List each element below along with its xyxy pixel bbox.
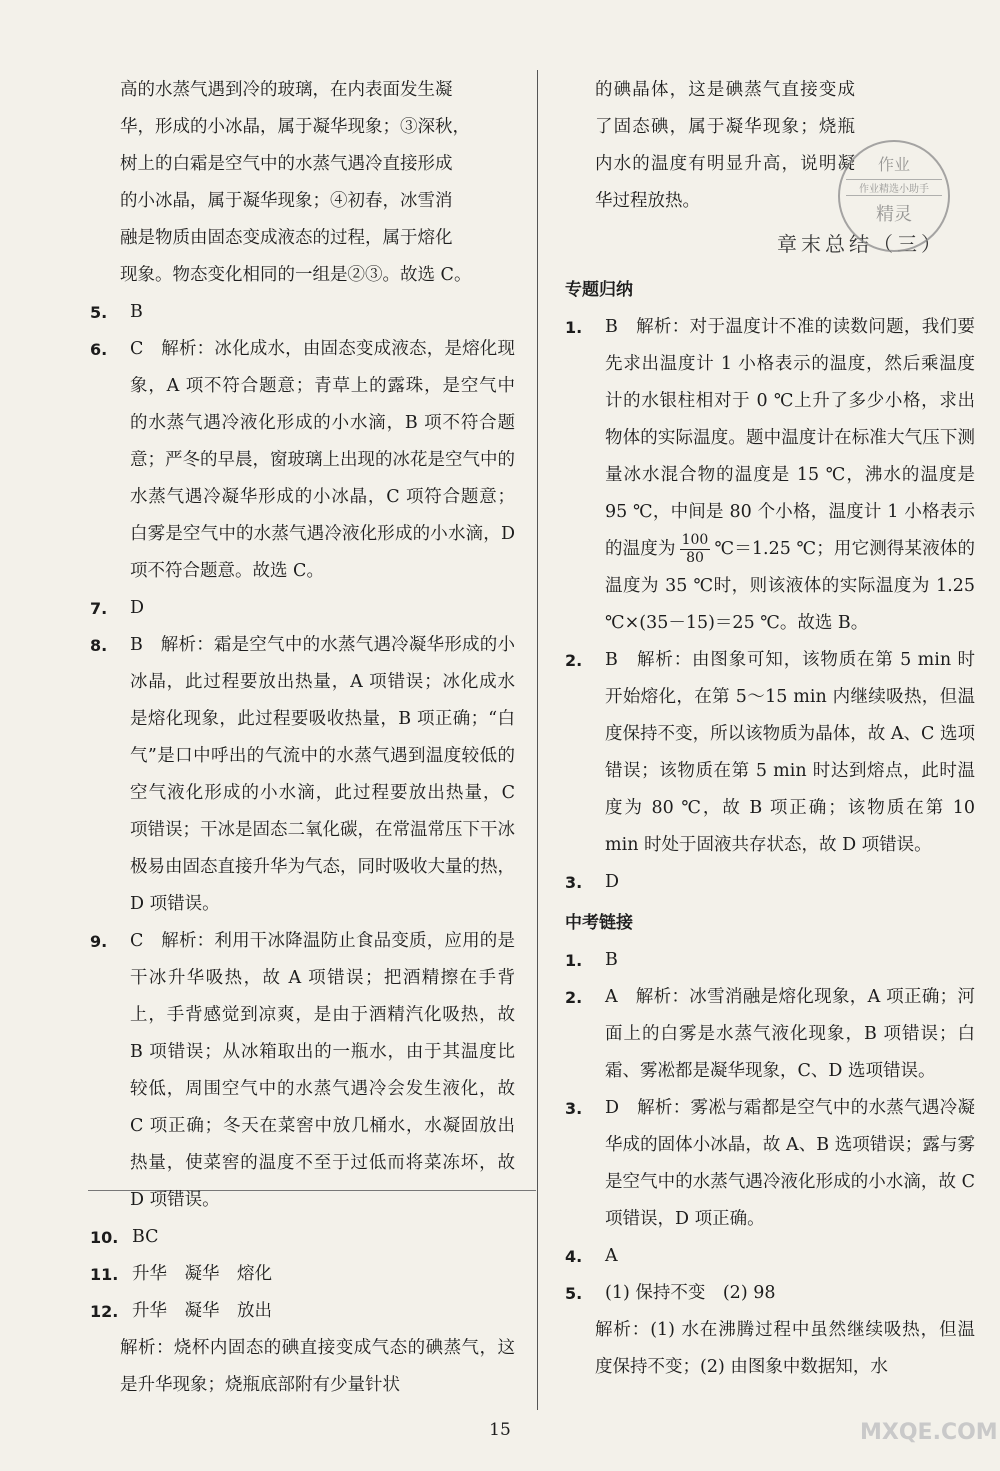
cont-line: 树上的白霜是空气中的水蒸气遇冷直接形成	[120, 154, 453, 174]
exam-item-2	[565, 979, 975, 1090]
stamp-text: 精灵	[876, 204, 912, 225]
item-text: A	[605, 1246, 618, 1266]
item-text: B 解析：由图象可知，该物质在第 5 min 时开始熔化，在第 5～15 min 内继续吸热，但温度保持不变，所以该物质为晶体，故 A、C 选项错误；该物质在第 5 min 时达到熔点，此时温度为 80 ℃，故 B 项正确；该物质在第 10 min 时处于固液共存状态，故 D 项错误。	[605, 650, 975, 855]
item-text-part: ℃＝1.25 ℃；用它测得某液体的温度为 35 ℃时，则该液体的实际温度为 1.25 ℃×(35－15)＝25 ℃。故选 B。	[605, 539, 975, 633]
summary-item-2	[565, 642, 975, 864]
item-text	[605, 309, 975, 642]
answer-item-5	[90, 294, 515, 331]
item-number: 6.	[90, 340, 108, 359]
exam-item-5	[565, 1275, 975, 1312]
cont-line: 融是物质由固态变成液态的过程，属于熔化	[120, 228, 453, 248]
answer-item-8	[90, 627, 515, 923]
cont-line: 现象。物态变化相同的一组是②③。故选 C。	[120, 265, 472, 285]
item-number: 8.	[90, 636, 108, 655]
item-number: 11.	[90, 1265, 119, 1284]
fraction	[680, 532, 711, 567]
exam-item-1	[565, 942, 975, 979]
exam-item-4	[565, 1238, 975, 1275]
item-text: 升华 凝华 放出	[132, 1301, 272, 1321]
left-column	[90, 72, 515, 1404]
cont-line: 的小冰晶，属于凝华现象；④初春，冰雪消	[120, 191, 453, 211]
cont-line: 华，形成的小冰晶，属于凝华现象；③深秋，	[120, 117, 470, 137]
exam-item-5-analysis: 解析：(1) 水在沸腾过程中虽然继续吸热，但温度保持不变；(2) 由图象中数据知，水	[595, 1320, 975, 1377]
stamp-text: 作业	[877, 155, 910, 174]
item-text: D	[130, 598, 145, 618]
answer-item-9	[90, 923, 515, 1219]
item-number: 9.	[90, 932, 108, 951]
item-text: D 解析：雾凇与霜都是空气中的水蒸气遇冷凝华成的固体小冰晶，故 A、B 选项错误；露与雾是空气中的水蒸气遇冷液化形成的小水滴，故 C 项错误，D 项正确。	[605, 1098, 975, 1229]
cont-line: 高的水蒸气遇到冷的玻璃，在内表面发生凝	[120, 80, 453, 100]
stamp-text: 作业精选小助手	[846, 179, 942, 196]
item-number: 3.	[565, 1099, 583, 1118]
item-number: 10.	[90, 1228, 119, 1247]
item-number: 1.	[565, 951, 583, 970]
item-text: 升华 凝华 熔化	[132, 1264, 272, 1284]
answer-item-12	[90, 1293, 515, 1330]
exam-item-3	[565, 1090, 975, 1238]
right-column	[565, 72, 975, 1386]
item-text: B	[605, 950, 618, 970]
answer-item-6	[90, 331, 515, 590]
item-number: 5.	[565, 1284, 583, 1303]
section-heading-exam-link: 中考链接	[565, 913, 633, 933]
item-number: 3.	[565, 873, 583, 892]
summary-item-3	[565, 864, 975, 901]
item-12-analysis: 解析：烧杯内固态的碘直接变成气态的碘蒸气，这是升华现象；烧瓶底部附有少量针状	[120, 1338, 515, 1395]
item-number: 5.	[90, 303, 108, 322]
answer-item-7	[90, 590, 515, 627]
q12-continuation: 的碘晶体，这是碘蒸气直接变成了固态碘，属于凝华现象；烧瓶内水的温度有明显升高，说明凝华过程放热。	[595, 80, 855, 211]
chapter-title: 章末总结（三）	[777, 232, 945, 256]
item-text: C 解析：利用干冰降温防止食品变质，应用的是干冰升华吸热，故 A 项错误；把酒精擦在手背上，手背感觉到凉爽，是由于酒精汽化吸热，故 B 项错误；从冰箱取出的一瓶水，由于其温度比较低，周围空气中的水蒸气遇冷会发生液化，故 C 项正确；冬天在菜窖中放几桶水，水凝固放出热量，使菜窖的温度不至于过低而将菜冻坏，故 D 项错误。	[130, 931, 515, 1210]
item-number: 12.	[90, 1302, 119, 1321]
section-heading-summary: 专题归纳	[565, 280, 633, 300]
item-text: C 解析：冰化成水，由固态变成液态，是熔化现象，A 项不符合题意；青草上的露珠，是空气中的水蒸气遇冷液化形成的小水滴，B 项不符合题意；严冬的早晨，窗玻璃上出现的冰花是空气中的水蒸气遇冷凝华形成的小冰晶，C 项符合题意；白雾是空气中的水蒸气遇冷液化形成的小水滴，D 项不符合题意。故选 C。	[130, 339, 515, 581]
item-text: (1) 保持不变 (2) 98	[605, 1283, 776, 1303]
item-number: 2.	[565, 988, 583, 1007]
column-divider	[537, 70, 538, 1410]
item-text: D	[605, 872, 620, 892]
fraction-numerator: 100	[681, 532, 709, 548]
answer-item-10	[90, 1219, 515, 1256]
watermark: MXQE.COM	[860, 1420, 998, 1445]
summary-item-1	[565, 309, 975, 642]
page-number: 15	[489, 1420, 511, 1440]
q4-continuation	[90, 72, 515, 294]
item-number: 2.	[565, 651, 583, 670]
item-text: A 解析：冰雪消融是熔化现象，A 项正确；河面上的白雾是水蒸气液化现象，B 项错误；白霜、雾凇都是凝华现象，C、D 选项错误。	[605, 987, 975, 1081]
fraction-denominator: 80	[686, 550, 704, 566]
item-number: 1.	[565, 318, 583, 337]
item-number: 4.	[565, 1247, 583, 1266]
item-text-part: B 解析：对于温度计不准的读数问题，我们要先求出温度计 1 小格表示的温度，然后乘温度计的水银柱相对于 0 ℃上升了多少小格，求出物体的实际温度。题中温度计在标准大气压下测量冰水混合物的温度是 15 ℃，沸水的温度是 95 ℃，中间是 80 个小格，温度计 1 小格表示的温度为	[605, 317, 975, 559]
answer-item-11	[90, 1256, 515, 1293]
item-number: 7.	[90, 599, 108, 618]
item-text: BC	[132, 1227, 159, 1247]
stamp-seal	[838, 140, 950, 252]
item-text: B	[130, 302, 143, 322]
item-text: B 解析：霜是空气中的水蒸气遇冷凝华形成的小冰晶，此过程要放出热量，A 项错误；冰化成水是熔化现象，此过程要吸收热量，B 项正确；“白气”是口中呼出的气流中的水蒸气遇到温度较低的空气液化形成的小水滴，此过程要放出热量，C 项错误；干冰是固态二氧化碳，在常温常压下干冰极易由固态直接升华为气态，同时吸收大量的热，D 项错误。	[130, 635, 515, 914]
